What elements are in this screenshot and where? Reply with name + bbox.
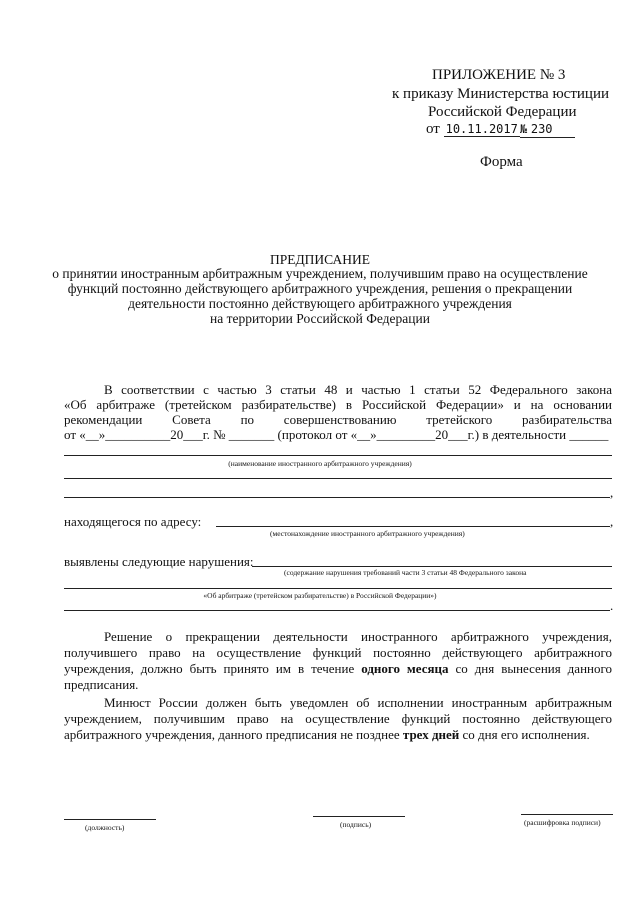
decoding-caption: (расшифровка подписи): [524, 818, 601, 827]
paragraph-deadline: Решение о прекращении деятельности иностранного арбитражного учреждения, получившего право на осуществление функций постоянно действующего арбитражного учреждения, должно быть принято им в течение одного месяца со дня вынесения данного предписания.: [64, 629, 612, 692]
paragraph-notification: Минюст России должен быть уведомлен об исполнении иностранным арбитражным учреждением, получившим право на осуществление функций постоянно действующего арбитражного учреждения, данного предписания не позднее трех дней со дня его исполнения.: [64, 695, 612, 742]
institution-line-3: [64, 497, 610, 498]
title-line-3: деятельности постоянно действующего арбитражного учреждения: [128, 296, 512, 311]
position-line: [64, 819, 156, 820]
order-number: 230: [530, 122, 553, 136]
document-page: ПРИЛОЖЕНИЕ № 3 к приказу Министерства юстиции Российской Федерации от 10.11.2017 № 230 Форма ПРЕДПИСАНИЕ о принятии иностранным арбитражным учреждением, получившим право на осуществление функций постоянно действующего арбитражного учреждения, решения о прекращении деятельности постоянно действующего арбитражного учреждения на территории Российской Федерации В соответствии с частью 3 статьи 48 и частью 1 статьи 52 Федерального закона «Об арбитраже (третейском разбирательстве) в Российской Федерации» и на основании рекомендации Совета по совершенствованию третейского разбирательства от «__»__________20___г. № _______ (протокол от «__»_________20___г.) в деятельности ______ (наименование иностранного арбитражного учреждения) , находящегося по адресу: , (местонахождение иностранного арбитражного учреждения) выявлены следующие нарушения: (содержание нарушения требований части 3 статьи 48 Федерального закона «Об арбитраже (третейском разбирательстве) в Российской Федерации») . Решение о прекращении деятельности иностранного арбитражного учреждения, получившего право на осуществление функций постоянно действующего арбитражного учреждения, должно быть принято им в течение одного месяца со дня вынесения данного предписания. Минюст России должен быть уведомлен об исполнении иностранным арбитражным учреждением, получившим право на осуществление функций постоянно действующего арбитражного учреждения, данного предписания не позднее трех дней со дня его исполнения. (должность) (подпись) (расшифровка подписи): [0, 0, 640, 905]
signature-caption: (подпись): [340, 820, 372, 829]
intro-line-4: от «__»__________20___г. № _______ (протокол от «__»_________20___г.) в деятельности ______: [64, 427, 609, 442]
address-caption: (местонахождение иностранного арбитражного учреждения): [270, 529, 465, 538]
address-line: [216, 526, 610, 527]
violations-line: [252, 566, 612, 567]
violations-label: выявлены следующие нарушения:: [64, 554, 254, 569]
signature-line: [313, 816, 405, 817]
order-date: 10.11.2017: [445, 122, 518, 136]
federation-line: Российской Федерации: [428, 104, 577, 120]
violations-line-2: [64, 588, 612, 589]
position-caption: (должность): [85, 823, 125, 832]
title-line-4: на территории Российской Федерации: [210, 311, 430, 326]
intro-line-2: «Об арбитраже (третейском разбирательстве) в Российской Федерации» и на основании: [64, 397, 612, 412]
title-line-2: функций постоянно действующего арбитражного учреждения, решения о прекращении: [67, 281, 573, 296]
form-label: Форма: [480, 154, 523, 170]
order-date-row: [426, 120, 575, 138]
title-line-1: о принятии иностранным арбитражным учреждением, получившим право на осуществление: [52, 266, 588, 281]
notification-bold: трех дней: [402, 727, 460, 742]
intro-line-3: рекомендации Совета по совершенствованию третейского разбирательства: [64, 412, 612, 427]
document-title: ПРЕДПИСАНИЕ: [269, 252, 371, 267]
order-line: к приказу Министерства юстиции: [392, 86, 609, 102]
date-prefix: от: [426, 121, 440, 137]
decoding-line: [521, 814, 613, 815]
institution-line-2: [64, 478, 612, 479]
violations-caption-1: (содержание нарушения требований части 3 статьи 48 Федерального закона: [284, 568, 527, 577]
violations-line-3: [64, 610, 610, 611]
number-sign: № 230: [520, 121, 575, 138]
deadline-bold: одного месяца: [361, 661, 449, 676]
violations-caption-2: «Об арбитраже (третейском разбирательстве) в Российской Федерации»): [203, 591, 437, 600]
appendix-label: ПРИЛОЖЕНИЕ № 3: [432, 67, 566, 83]
institution-caption: (наименование иностранного арбитражного учреждения): [228, 459, 412, 468]
address-label: находящегося по адресу:: [64, 514, 202, 529]
intro-line-1: В соответствии с частью 3 статьи 48 и частью 1 статьи 52 Федерального закона: [104, 382, 612, 397]
institution-line: [64, 455, 612, 456]
